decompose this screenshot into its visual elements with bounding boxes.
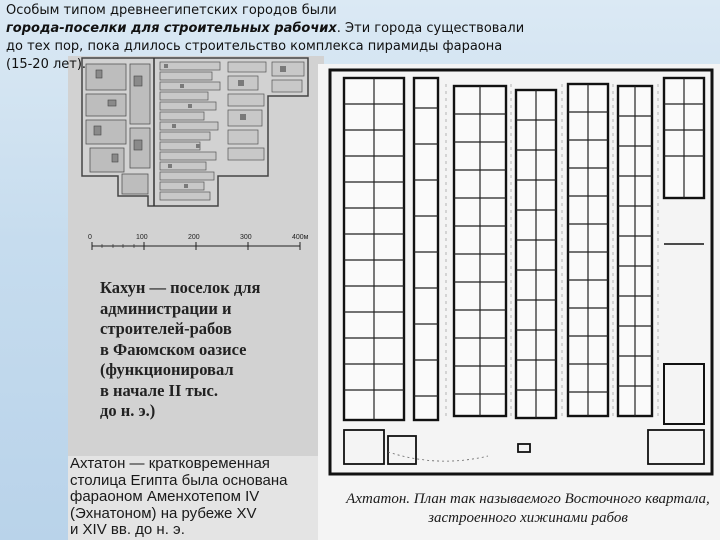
kahun-caption-line: в Фаюмском оазисе	[100, 339, 247, 359]
akhetaten-caption-line: фараоном Аменхотепом IV	[70, 488, 260, 505]
plan-caption-line: Ахтатон. План так называемого Восточного квартала,	[346, 491, 710, 507]
intro-text	[6, 2, 566, 74]
intro-line-3: до тех пор, пока длилось строительство комплекса пирамиды фараона	[6, 39, 503, 54]
kahun-caption-line: строителей-рабов	[100, 319, 232, 338]
scale-tick-400: 400м	[292, 234, 309, 241]
akhetaten-caption	[68, 456, 324, 540]
intro-line-2-rest: . Эти города существовали	[336, 21, 525, 36]
kahun-map	[68, 56, 324, 256]
intro-line-4: (15-20 лет).	[6, 57, 87, 72]
akhetaten-caption-line: и XIV вв. до н. э.	[70, 521, 185, 538]
plan-page	[318, 64, 720, 540]
kahun-caption-line: до н. э.)	[100, 401, 156, 420]
scale-tick-200: 200	[188, 234, 200, 241]
plan-caption-line: застроенного хижинами рабов	[428, 510, 628, 526]
kahun-caption	[100, 278, 320, 422]
intro-line-1: Особым типом древнеегипетских городов были	[6, 3, 337, 18]
kahun-caption-line: администрации и	[100, 298, 232, 318]
akhetaten-caption-line: столица Египта была основана	[70, 471, 288, 489]
intro-emphasis: города-поселки для строительных рабочих	[6, 21, 337, 36]
eastern-quarter-plan	[318, 64, 720, 484]
plan-caption	[338, 490, 718, 528]
kahun-caption-line: в начале II тыс.	[100, 380, 218, 400]
scale-tick-0: 0	[88, 234, 92, 241]
kahun-page	[68, 56, 324, 456]
intro-line-2	[6, 20, 566, 38]
akhetaten-caption-line: Ахтатон — кратковременная	[70, 456, 270, 472]
kahun-caption-line: Кахун — поселок для	[100, 278, 261, 297]
scale-tick-100: 100	[136, 234, 148, 241]
kahun-caption-line: (функционировал	[100, 360, 234, 379]
akhetaten-caption-line: (Эхнатоном) на рубеже XV	[70, 504, 257, 522]
scale-tick-300: 300	[240, 234, 252, 241]
